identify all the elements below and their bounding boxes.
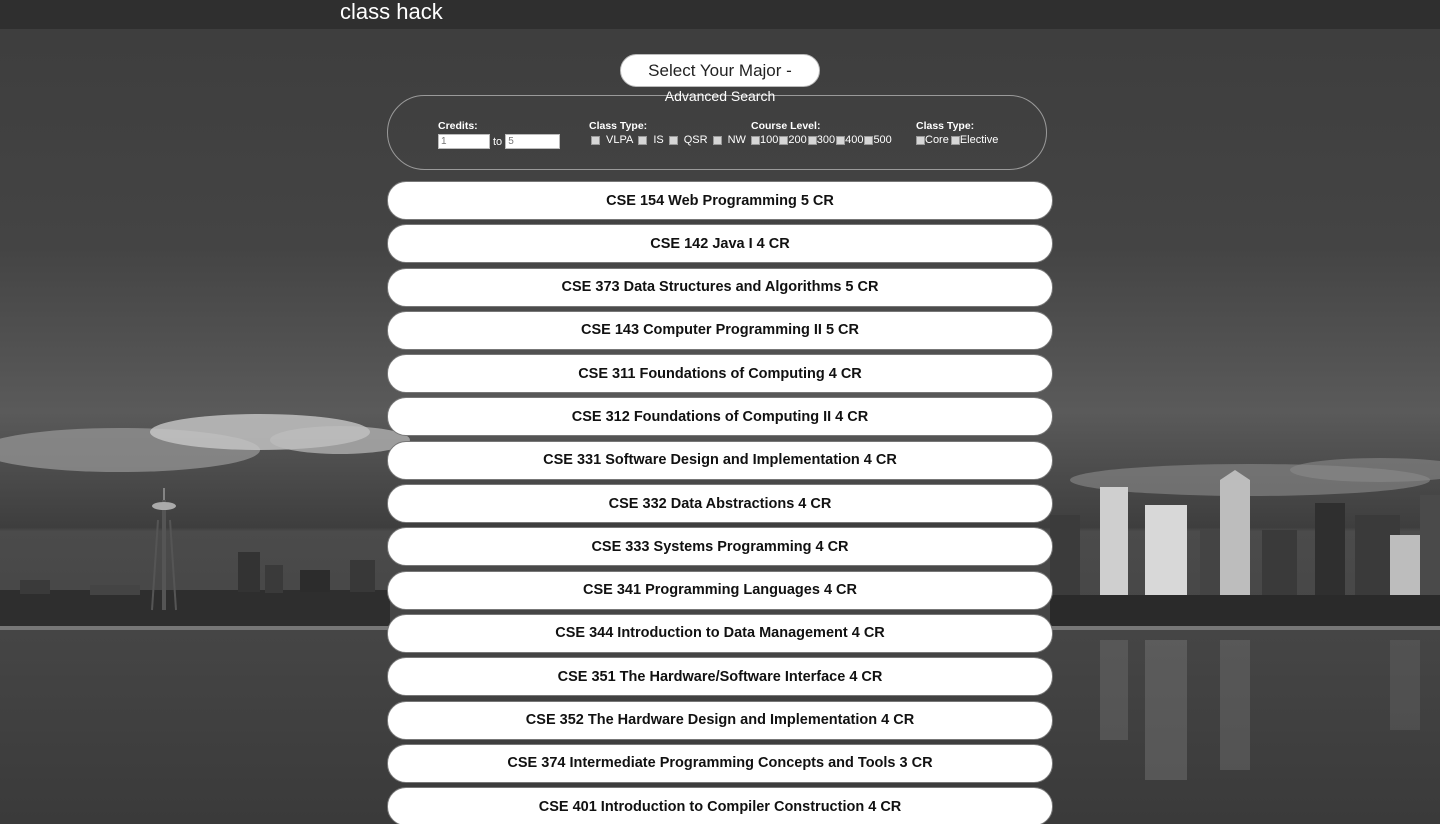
credits-title: Credits: [438,120,478,132]
label-level-200: 200 [788,134,807,146]
course-item[interactable]: CSE 143 Computer Programming II 5 CR [387,311,1053,350]
checkbox-level-500[interactable] [864,136,873,145]
checkbox-level-200[interactable] [779,136,788,145]
label-level-400: 400 [845,134,864,146]
course-item[interactable]: CSE 351 The Hardware/Software Interface 4 CR [387,657,1053,696]
course-item[interactable]: CSE 374 Intermediate Programming Concepts and Tools 3 CR [387,744,1053,783]
credits-filter [438,120,560,149]
course-item[interactable]: CSE 154 Web Programming 5 CR [387,181,1053,220]
label-elective: Elective [959,134,999,146]
checkbox-level-400[interactable] [836,136,845,145]
course-item[interactable]: CSE 332 Data Abstractions 4 CR [387,484,1053,523]
label-vlpa: VLPA [606,134,634,146]
course-item[interactable]: CSE 373 Data Structures and Algorithms 5 CR [387,268,1053,307]
class-type-filter [589,120,749,146]
course-level-title: Course Level: [751,120,821,132]
course-item[interactable]: CSE 331 Software Design and Implementation 4 CR [387,441,1053,480]
course-list [387,181,1053,824]
credits-min-input[interactable] [438,134,490,149]
course-item[interactable]: CSE 142 Java I 4 CR [387,224,1053,263]
course-item[interactable]: CSE 401 Introduction to Compiler Construction 4 CR [387,787,1053,824]
advanced-search-label[interactable]: Advanced Search [664,88,776,104]
label-is: IS [653,134,664,146]
course-level-filter [751,120,892,146]
credits-max-input[interactable] [505,134,560,149]
course-item[interactable]: CSE 344 Introduction to Data Management 4 CR [387,614,1053,653]
course-item[interactable]: CSE 311 Foundations of Computing 4 CR [387,354,1053,393]
label-core: Core [925,134,949,146]
course-item[interactable]: CSE 333 Systems Programming 4 CR [387,527,1053,566]
core-elective-title: Class Type: [916,120,975,132]
course-item[interactable]: CSE 352 The Hardware Design and Implementation 4 CR [387,701,1053,740]
label-nw: NW [727,134,746,146]
label-level-500: 500 [873,134,892,146]
top-bar [0,0,1440,29]
label-level-300: 300 [816,134,836,146]
checkbox-core[interactable] [916,136,925,145]
checkbox-level-100[interactable] [751,136,760,145]
checkbox-nw[interactable] [713,136,722,145]
course-item[interactable]: CSE 312 Foundations of Computing II 4 CR [387,397,1053,436]
checkbox-level-300[interactable] [808,136,817,145]
label-qsr: QSR [683,134,708,146]
class-type-title: Class Type: [589,120,648,132]
credits-to-label: to [493,135,503,148]
select-major-button[interactable]: Select Your Major - [620,54,820,87]
checkbox-qsr[interactable] [669,136,678,145]
core-elective-filter [916,120,998,146]
checkbox-vlpa[interactable] [591,136,600,145]
checkbox-is[interactable] [638,136,647,145]
brand-logo[interactable]: class hack [340,0,443,24]
checkbox-elective[interactable] [951,136,960,145]
label-level-100: 100 [760,134,779,146]
course-item[interactable]: CSE 341 Programming Languages 4 CR [387,571,1053,610]
